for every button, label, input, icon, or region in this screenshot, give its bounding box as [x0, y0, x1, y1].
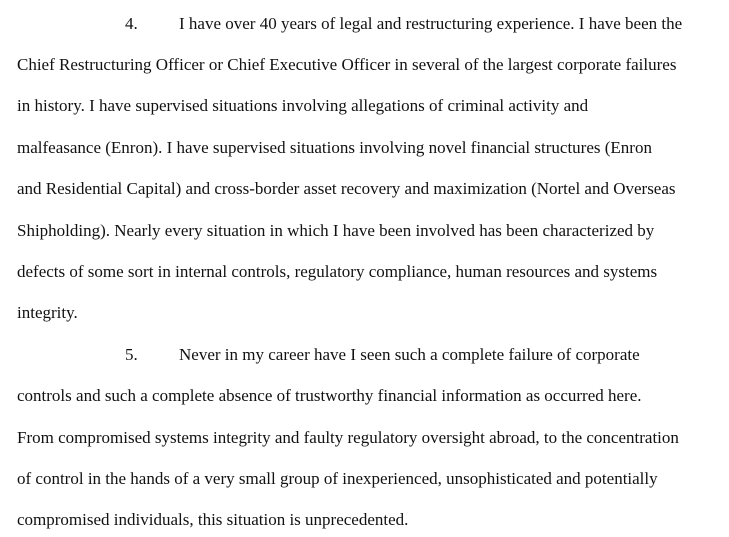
paragraph-number: 4.: [125, 14, 138, 33]
paragraph-line: integrity.: [17, 303, 78, 322]
paragraph-line: compromised individuals, this situation is unprecedented.: [17, 510, 409, 529]
paragraph-line: of control in the hands of a very small group of inexperienced, unsophisticated and potentially: [17, 469, 658, 488]
paragraph-line: Shipholding). Nearly every situation in which I have been involved has been characterized by: [17, 221, 655, 240]
paragraph-line: controls and such a complete absence of trustworthy financial information as occurred here.: [17, 386, 642, 405]
paragraph-line: in history. I have supervised situations involving allegations of criminal activity and: [17, 96, 589, 115]
paragraph-line: Never in my career have I seen such a complete failure of corporate: [179, 345, 640, 364]
paragraph-line: I have over 40 years of legal and restructuring experience. I have been the: [179, 14, 683, 33]
paragraph-line: Chief Restructuring Officer or Chief Executive Officer in several of the largest corporate failures: [17, 55, 677, 74]
paragraph-number: 5.: [125, 345, 138, 364]
paragraph-line: and Residential Capital) and cross-border asset recovery and maximization (Nortel and Overseas: [17, 179, 676, 198]
paragraph-line: defects of some sort in internal controls, regulatory compliance, human resources and systems: [17, 262, 658, 281]
paragraph-line: From compromised systems integrity and faulty regulatory oversight abroad, to the concentration: [17, 428, 679, 447]
paragraph-line: malfeasance (Enron). I have supervised situations involving novel financial structures (Enron: [17, 138, 652, 157]
